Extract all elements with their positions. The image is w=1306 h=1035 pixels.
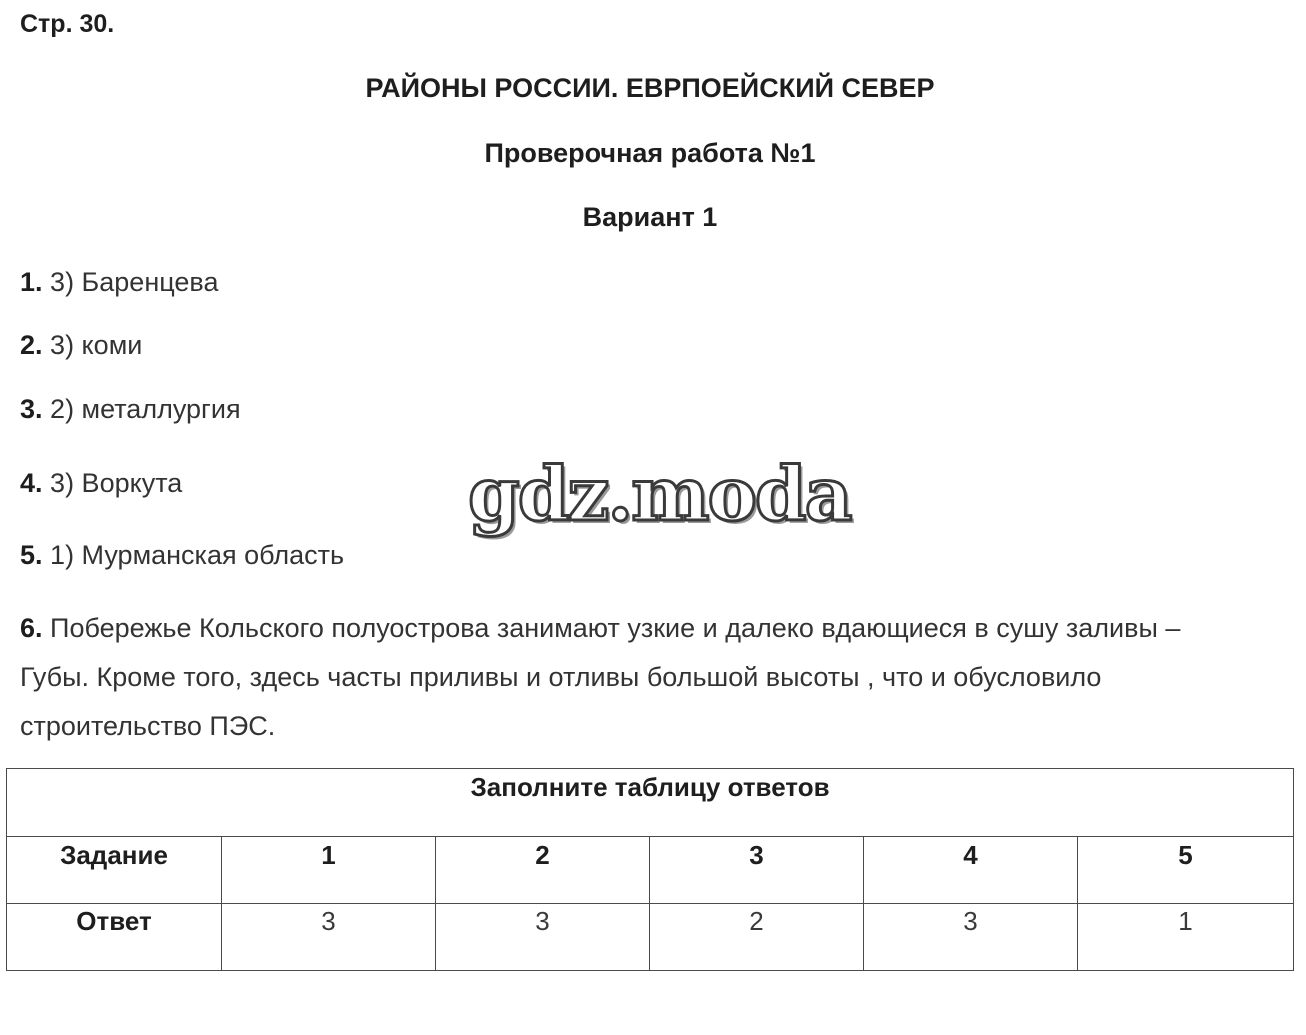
task-number: 2 — [436, 837, 650, 904]
table-answer-row — [7, 904, 1294, 971]
answer-6-line-2: Губы. Кроме того, здесь часты приливы и отливы большой высоты , что и обусловило — [20, 662, 1102, 692]
table-caption: Заполните таблицу ответов — [7, 769, 1294, 837]
test-title: Проверочная работа №1 — [484, 138, 816, 168]
answer-text: 1) Мурманская область — [50, 540, 345, 570]
answer-text: 2) металлургия — [50, 394, 241, 424]
answer-text: 3) Баренцева — [50, 267, 219, 297]
answer-5 — [20, 540, 344, 571]
watermark-logo: gdz.moda — [468, 452, 851, 538]
task-number: 1 — [222, 837, 436, 904]
answer-3 — [20, 394, 241, 425]
answer-text: 3) Воркута — [50, 468, 183, 498]
answer-text: 3) коми — [50, 330, 143, 360]
task-number: 3 — [650, 837, 864, 904]
variant-title: Вариант 1 — [582, 202, 718, 232]
task-label: Задание — [7, 837, 222, 904]
answer-label: Ответ — [7, 904, 222, 971]
answer-value: 1 — [1078, 904, 1294, 971]
answer-value: 2 — [650, 904, 864, 971]
answer-number: 4. — [20, 468, 43, 498]
answer-6 — [20, 604, 1290, 751]
answer-value: 3 — [436, 904, 650, 971]
answer-2 — [20, 330, 142, 361]
answer-number: 6. — [20, 613, 43, 643]
table-header-row — [7, 837, 1294, 904]
page-number: Стр. 30. — [20, 10, 115, 38]
answer-number: 3. — [20, 394, 43, 424]
answer-value: 3 — [864, 904, 1078, 971]
answer-6-line-3: строительство ПЭС. — [20, 711, 276, 741]
answer-text: Побережье Кольского полуострова занимают узкие и далеко вдающиеся в сушу заливы – — [50, 613, 1181, 643]
answer-value: 3 — [222, 904, 436, 971]
answer-number: 2. — [20, 330, 43, 360]
answer-table — [6, 768, 1294, 971]
task-number: 4 — [864, 837, 1078, 904]
answer-number: 5. — [20, 540, 43, 570]
task-number: 5 — [1078, 837, 1294, 904]
answer-4 — [20, 468, 182, 499]
answer-number: 1. — [20, 267, 43, 297]
answer-1 — [20, 267, 218, 298]
answer-6-line-1 — [20, 604, 1290, 653]
page-title: РАЙОНЫ РОССИИ. ЕВРПОЕЙСКИЙ СЕВЕР — [365, 73, 935, 103]
